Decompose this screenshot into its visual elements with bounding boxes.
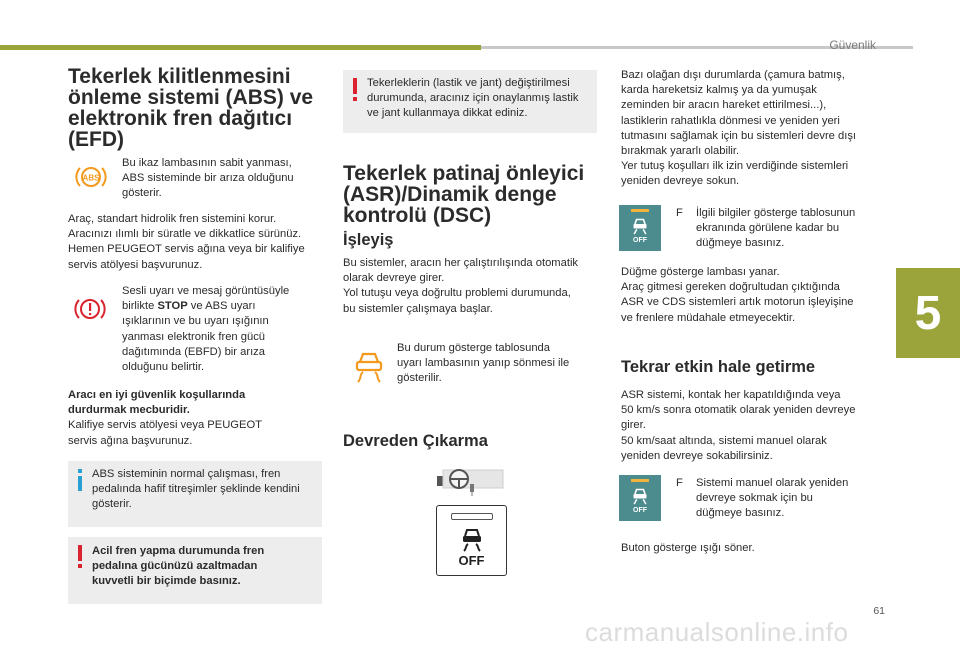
step2-bullet: F <box>676 477 683 489</box>
emergency-brake-warning-box <box>68 537 322 604</box>
abs-section-title <box>68 66 313 150</box>
button-indicator-light <box>631 209 649 212</box>
title-line: Tekerlek kilitlenmesini <box>68 65 291 88</box>
deactivated-state-paragraph: Düğme gösterge lambası yanar. Araç gitmesi gereken doğrultudan çıktığında ASR ve CDS sistemleri artık motorun işleyişine ve frenlere müdahale etmeyecektir. <box>621 266 854 324</box>
exclamation-icon <box>351 78 359 102</box>
asr-off-button-icon <box>619 475 661 521</box>
operation-paragraph: Bu sistemler, aracın her çalıştırılışında otomatik olarak devreye girer. Yol tutuşu veya doğrultu problemi durumunda, bu sistemler çalışmaya başlar. <box>343 257 579 315</box>
asr-warning-lamp-icon <box>352 348 386 384</box>
watermark: carmanualsonline.info <box>585 617 849 647</box>
chapter-tab: 5 <box>896 268 960 358</box>
exclamation-icon <box>76 545 84 569</box>
step1-text: İlgili bilgiler gösterge tablosunun ekranında görülene kadar bu düğmeye basınız. <box>696 207 856 250</box>
button-indicator-light <box>451 513 493 520</box>
stop-safety-paragraph: Aracı en iyi güvenlik koşullarında durdurmak mecburidir. Kalifiye servis atölyesi veya PEUGEOT servis ağına başvurunuz. <box>68 389 262 447</box>
tyre-change-warning-box <box>343 70 597 133</box>
off-label: OFF <box>633 237 647 244</box>
warning-box-text: Acil fren yapma durumunda fren pedalına gücünüzü azaltmadan kuvvetli bir biçimde basınız. <box>92 545 265 588</box>
info-icon <box>76 469 84 491</box>
button-light-off-text: Buton gösterge ışığı söner. <box>621 542 755 554</box>
asr-lamp-description: Bu durum gösterge tablosunda uyarı lambasının yanıp sönmesi ile gösterilir. <box>397 342 570 385</box>
title-line: (EFD) <box>68 128 124 151</box>
svg-text:ABS: ABS <box>82 173 100 183</box>
skidding-car-icon <box>460 526 484 552</box>
button-indicator-light <box>631 479 649 482</box>
asr-off-button-icon <box>619 205 661 251</box>
title-line: elektronik fren dağıtıcı <box>68 107 293 130</box>
step1-bullet: F <box>676 207 683 219</box>
disable-subtitle: Devreden Çıkarma <box>343 432 488 450</box>
operation-subtitle: İşleyiş <box>343 231 394 249</box>
warning-box-text: Tekerleklerin (lastik ve jant) değiştirilmesi durumunda, aracınız için onaylanmış lastik ve jant kullanmaya dikkat ediniz. <box>367 77 579 120</box>
abs-info-box <box>68 461 322 527</box>
title-line: önleme sistemi (ABS) ve <box>68 86 314 109</box>
step2-text: Sistemi manuel olarak yeniden devreye sokmak için bu düğmeye basınız. <box>696 477 849 520</box>
abs-fault-paragraph: Araç, standart hidrolik fren sistemini korur. Aracınızı ılımlı bir süratle ve dikkatlice sürünüz. Hemen PEUGEOT servis ağına veya bir kalifiye servis atölyesi başvurunuz. <box>68 213 305 271</box>
esc-off-button[interactable] <box>436 505 507 576</box>
reactivation-paragraph: ASR sistemi, kontak her kapatıldığında veya 50 km/s sonra otomatik olarak yeniden devreye girer. 50 km/saat altında, sistemi manuel olarak yeniden devreye sokabilirsiniz. <box>621 389 856 462</box>
page-number: 61 <box>873 605 885 617</box>
reactivate-subtitle: Tekrar etkin hale getirme <box>621 358 816 376</box>
stop-lamp-description: Sesli uyarı ve mesaj görüntüsüyle birlikte STOP ve ABS uyarı ışıklarının ve bu uyarı ışığının yanması elektronik fren gücü dağıtımında (EBFD) bir arıza olduğunu belirtir. <box>122 285 290 374</box>
header-accent-bar <box>0 45 481 50</box>
off-label: OFF <box>458 553 485 568</box>
section-label: Güvenlik <box>829 38 876 52</box>
info-box-text: ABS sisteminin normal çalışması, fren pedalında hafif titreşimler şeklinde kendini gösterir. <box>92 468 300 511</box>
asr-dsc-section-title: Tekerlek patinaj önleyici (ASR)/Dinamik denge kontrolü (DSC) <box>343 162 585 227</box>
stop-warning-lamp-icon <box>73 294 107 324</box>
off-label: OFF <box>633 507 647 514</box>
abs-lamp-description: Bu ikaz lambasının sabit yanması, ABS sisteminde bir arıza olduğunu gösterir. <box>122 157 294 200</box>
deactivation-paragraph: Bazı olağan dışı durumlarda (çamura batmış, karda hareketsiz kalmış ya da yumuşak zeminden bir aracın hareket ettirilmesi...), lastiklerin rahatlıkla dönmesi ve yeniden yeri tutmasını sağlamak için bu sistemleri devre dışı bırakmak yararlı olabilir. Yer tutuş koşulları ilk izin verdiğinde sistemleri yeniden devreye sokun. <box>621 69 857 188</box>
skidding-car-icon <box>631 487 649 505</box>
dashboard-steering-wheel-illustration <box>437 466 507 496</box>
skidding-car-icon <box>631 217 649 235</box>
abs-warning-lamp-icon <box>74 163 108 191</box>
